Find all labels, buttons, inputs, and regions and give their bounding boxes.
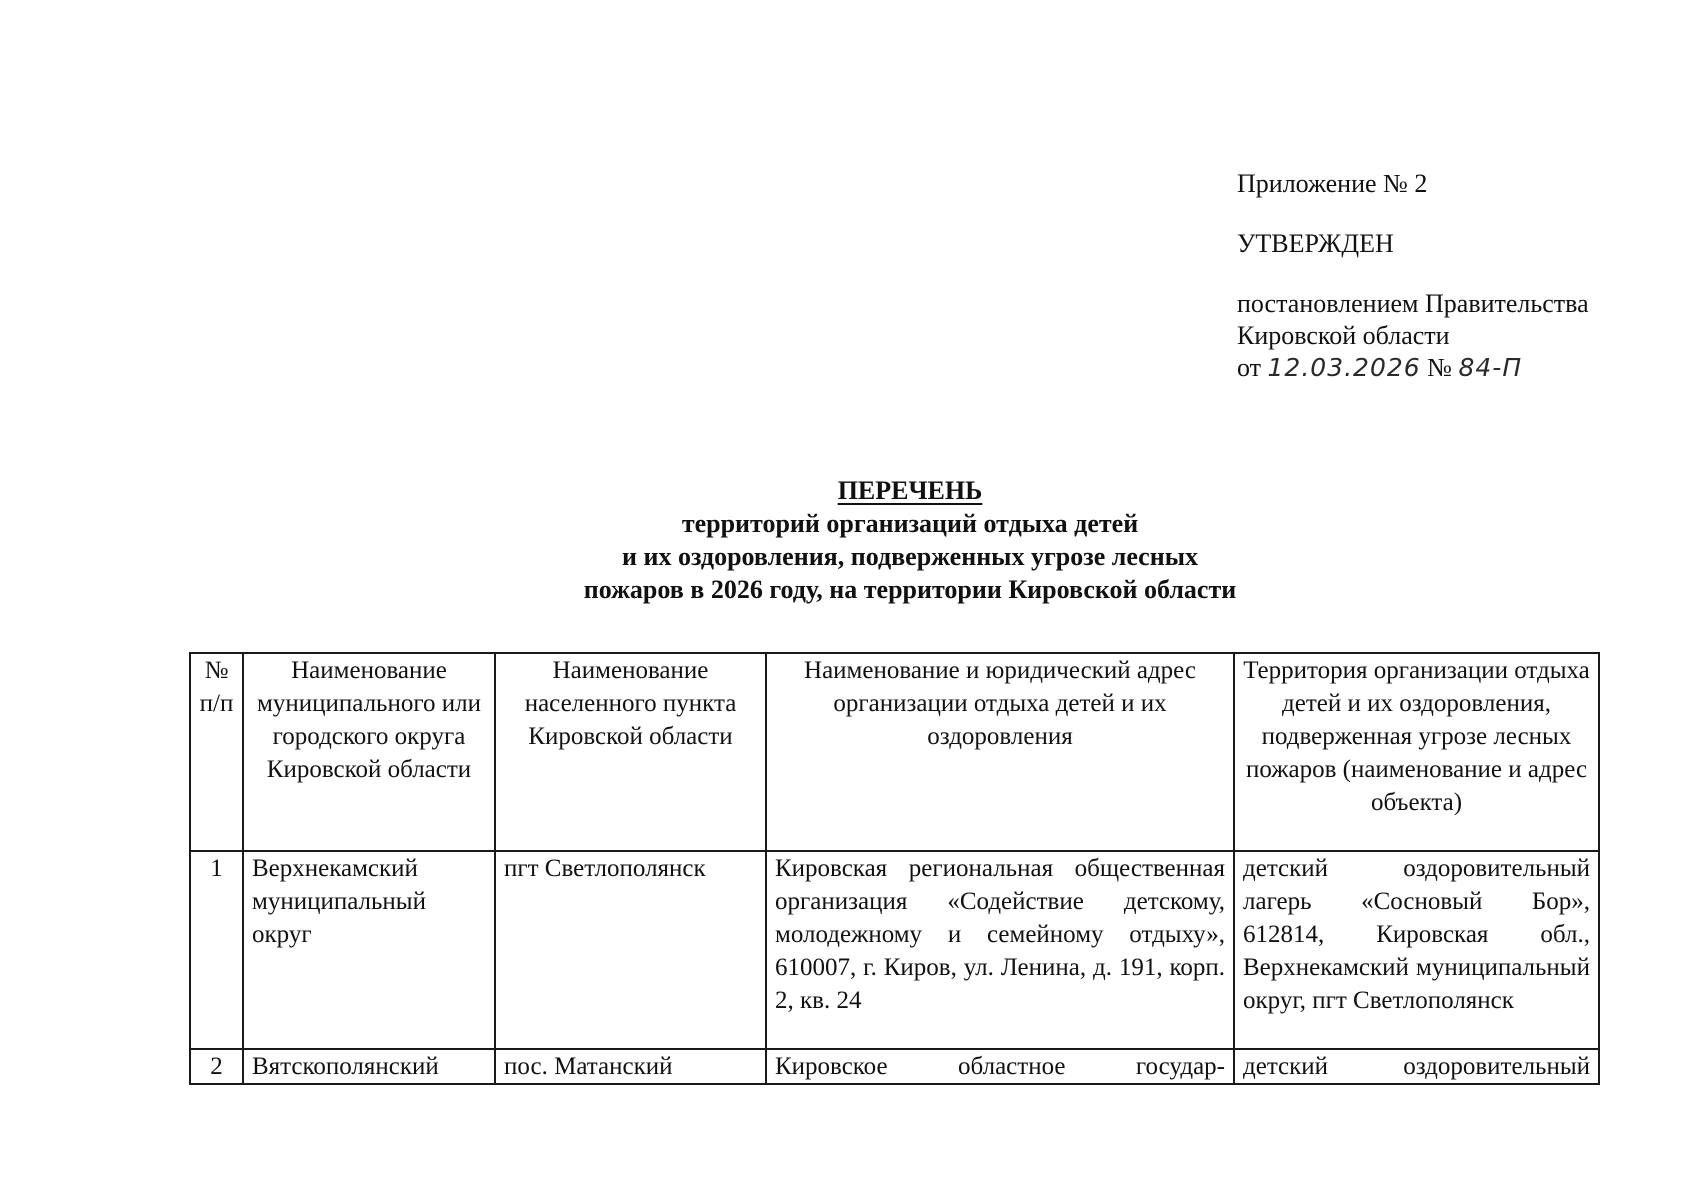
header-organization: Наименование и юридический адрес организации отдыха детей и их оздоровления bbox=[766, 653, 1234, 851]
table-header-row bbox=[190, 653, 1599, 851]
document-title bbox=[440, 474, 1380, 606]
approval-block bbox=[1237, 168, 1677, 384]
title-line-2: и их оздоровления, подверженных угрозе лесных bbox=[621, 542, 1198, 571]
appendix-label: Приложение № 2 bbox=[1237, 169, 1428, 198]
approval-date-line bbox=[1237, 352, 1677, 384]
header-settlement: Наименование населенного пункта Кировской области bbox=[495, 653, 766, 851]
cell-organization: Кировская региональная общественная организация «Содействие детскому, молодежному и семейному отдыху», 610007, г. Киров, ул. Ленина, д. 191, корп. 2, кв. 24 bbox=[766, 851, 1234, 1049]
approval-line-1: постановлением Правительства bbox=[1237, 289, 1589, 318]
number-prefix: № bbox=[1427, 353, 1452, 382]
cell-organization: Кировское областное государ- bbox=[766, 1049, 1234, 1084]
cell-territory: детский оздоровительный лагерь «Сосновый Бор», 612814, Кировская обл., Верхнекамский муниципальный округ, пгт Светлополянск bbox=[1234, 851, 1599, 1049]
territories-table bbox=[189, 652, 1600, 1085]
date-prefix: от bbox=[1237, 353, 1262, 382]
table-row bbox=[190, 1049, 1599, 1084]
handwritten-date: 12.03.2026 bbox=[1267, 353, 1421, 382]
cell-district: Верхнекамский муниципальный округ bbox=[243, 851, 495, 1049]
approval-line-2: Кировской области bbox=[1237, 321, 1450, 350]
header-number: № п/п bbox=[190, 653, 243, 851]
title-line-1: территорий организаций отдыха детей bbox=[681, 509, 1139, 538]
cell-territory: детский оздоровительный bbox=[1234, 1049, 1599, 1084]
cell-number: 2 bbox=[190, 1049, 243, 1084]
table-row bbox=[190, 851, 1599, 1049]
approval-resolution bbox=[1237, 288, 1677, 384]
title-heading: ПЕРЕЧЕНЬ bbox=[837, 476, 983, 505]
cell-number: 1 bbox=[190, 851, 243, 1049]
cell-district: Вятскополянский bbox=[243, 1049, 495, 1084]
header-district: Наименование муниципального или городского округа Кировской области bbox=[243, 653, 495, 851]
handwritten-number: 84-П bbox=[1458, 353, 1523, 382]
header-territory: Территория организации отдыха детей и их оздоровления, подверженная угрозе лесных пожаров (наименование и адрес объекта) bbox=[1234, 653, 1599, 851]
title-line-3: пожаров в 2026 году, на территории Кировской области bbox=[583, 575, 1237, 604]
cell-settlement: пгт Светлополянск bbox=[495, 851, 766, 1049]
approved-label: УТВЕРЖДЕН bbox=[1237, 229, 1394, 258]
cell-settlement: пос. Матанский bbox=[495, 1049, 766, 1084]
